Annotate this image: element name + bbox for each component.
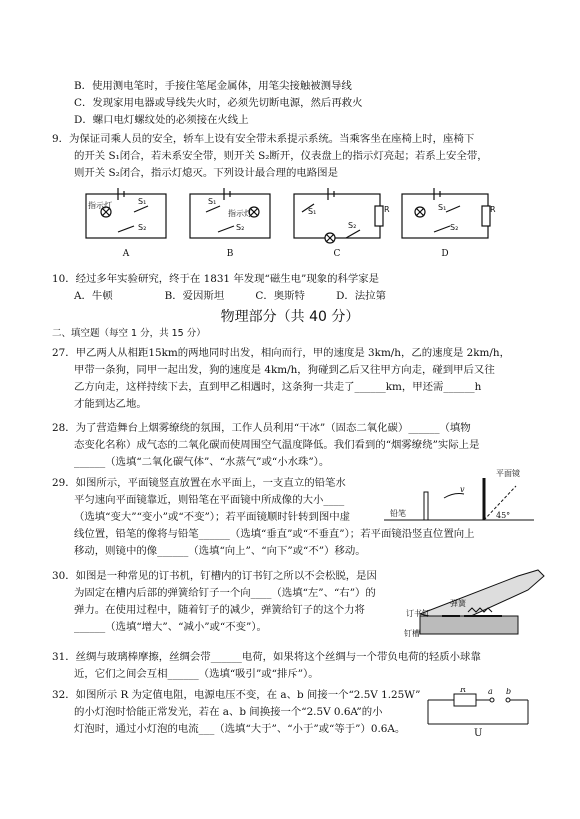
question-32-line-2: 的小灯泡时恰能正常发光，若在 a、b 间换接一个“2.5V 0.6A”的小 <box>74 706 383 718</box>
svg-text:S₂: S₂ <box>450 223 459 232</box>
question-31-line-2: 近，它们之间会互相______（选填“吸引”或“排斥”）。 <box>74 668 319 680</box>
staple-label: 订书钉 <box>406 609 430 618</box>
svg-text:v: v <box>460 485 465 494</box>
pencil-label: 铅笔 <box>390 509 406 518</box>
circuit-option-d: D <box>441 249 449 259</box>
section-title: 物理部分（共 40 分） <box>220 309 360 325</box>
terminal-a-label: a <box>488 688 493 696</box>
svg-text:S₂: S₂ <box>138 223 147 232</box>
question-29-line-5: 移动，则镜中的像______（选填“向上”、“向下”或“不”）移动。 <box>74 545 366 557</box>
circuit-option-a: A <box>122 249 130 259</box>
option-d-line: D．螺口电灯螺纹处的必须接在火线上 <box>74 114 249 126</box>
q32-circuit-figure <box>424 688 534 738</box>
part-two-heading: 二、填空题（每空 1 分，共 15 分） <box>52 328 206 339</box>
question-29-line-1: 29．如图所示，平面镜竖直放置在水平面上，一支直立的铅笔水 <box>52 477 346 489</box>
question-32-line-3: 灯泡时，通过小灯泡的电流___（选填“大于”、“小于”或“等于”）0.6A。 <box>74 723 406 735</box>
stapler-base <box>420 616 518 634</box>
spring-label: 弹簧 <box>450 599 466 608</box>
question-27-line-3: 乙方向走，这样持续下去，直到甲乙相遇时，这条狗一共走了______km，甲还需______h <box>74 381 482 393</box>
svg-text:S₁: S₁ <box>438 203 447 212</box>
question-10-line-1: 10．经过多年实验研究，终于在 1831 年发现“磁生电”现象的科学家是 <box>52 273 380 285</box>
question-27-line-2: 甲带一条狗，同甲一起出发，狗的速度是 4km/h，狗碰到乙后又往甲方向走，碰到甲后又往 <box>74 364 495 376</box>
question-31-line-1: 31．丝绸与玻璃棒摩擦，丝绸会带______电荷，如果将这个丝绸与一个带负电荷的轻质小球靠 <box>52 651 481 663</box>
circuit-b-lamp-label: 指示灯 <box>228 209 252 218</box>
terminal-b-label: b <box>506 688 512 696</box>
groove-label: 钉槽 <box>404 629 420 638</box>
circuit-option-c: C <box>333 249 341 259</box>
q30-stapler-figure <box>398 556 548 644</box>
svg-text:R: R <box>490 205 496 214</box>
circuit-a-lamp-label: 指示灯 <box>88 201 112 210</box>
q9-circuit-diagrams <box>78 182 498 260</box>
question-30-line-1: 30．如图是一种常见的订书机，钉槽内的订书钉之所以不会松脱，是因 <box>52 570 377 582</box>
question-27-line-1: 27．甲乙两人从相距15km的两地同时出发，相向而行，甲的速度是 3km/h，乙的速度是 2km/h， <box>52 347 510 359</box>
svg-text:R: R <box>384 205 390 214</box>
resistor-label: R <box>460 688 467 694</box>
pencil-shape <box>424 492 428 520</box>
question-30-line-4: ______（选填“增大”、“减小”或“不变”）。 <box>74 621 267 633</box>
resistor-shape <box>454 694 476 706</box>
question-30-line-3: 弹力。在使用过程中，随着钉子的减少，弹簧给钉子的这个力将 <box>74 604 365 616</box>
question-29-line-2: 平匀速向平面镜靠近，则铅笔在平面镜中所成像的大小____ <box>74 494 345 506</box>
option-b-line: B．使用测电笔时，手接住笔尾金属体，用笔尖接触被测导线 <box>74 80 352 92</box>
question-28-line-1: 28．为了营造舞台上烟雾缭绕的氛围，工作人员利用“干冰”（固态二氧化碳）______（填物 <box>52 422 471 434</box>
question-9-line-1: 9．为保证司乘人员的安全，轿车上设有安全带未系提示系统。当乘客坐在座椅上时，座椅下 <box>52 133 475 145</box>
angle-label: 45° <box>496 511 511 520</box>
option-c-line: C．发现家用电器或导线失火时，必须先切断电源，然后再救火 <box>74 97 363 109</box>
question-32-line-1: 32．如图所示 R 为定值电阻，电源电压不变，在 a、b 间接一个“2.5V 1.25W” <box>52 689 421 701</box>
svg-text:S₁: S₁ <box>308 207 317 216</box>
q29-mirror-figure <box>384 468 534 530</box>
svg-text:S₁: S₁ <box>138 197 147 206</box>
svg-text:S₂: S₂ <box>348 221 357 230</box>
question-30-line-2: 为固定在槽内后部的弹簧给钉子一个向____（选填“左”、“右”）的 <box>74 587 376 599</box>
question-27-line-4: 才能到达乙地。 <box>74 398 147 410</box>
question-28-line-3: ______（选填“二氧化碳气体”、“水蒸气”或“小水珠”）。 <box>74 456 330 468</box>
question-29-line-4: 线位置，铅笔的像将与铅笔______（选填“垂直”或“不垂直”）；若平面镜沿竖直位置向上 <box>74 528 475 540</box>
question-29-line-3: （选填“变大”“变小”或“不变”）；若平面镜顺时针转到图中虚 <box>74 511 351 523</box>
mirror-label: 平面镜 <box>496 469 520 478</box>
question-10-options: A．牛顿 B．爱因斯坦 C．奥斯特 D．法拉第 <box>74 290 386 302</box>
svg-text:S₁: S₁ <box>208 197 217 206</box>
question-28-line-2: 态变化名称）成气态的二氧化碳而使周围空气温度降低。我们看到的“烟雾缭绕”实际上是 <box>74 439 480 451</box>
question-9-line-3: 则开关 S₂闭合，指示灯熄灭。下列设计最合理的电路图是 <box>74 167 338 179</box>
voltage-label: U <box>474 728 483 738</box>
circuit-option-b: B <box>226 249 234 259</box>
question-9-line-2: 的开关 S₁闭合，若未系安全带，则开关 S₂断开，仪表盘上的指示灯亮起；若系上安全带， <box>74 150 488 162</box>
svg-text:S₂: S₂ <box>236 223 245 232</box>
